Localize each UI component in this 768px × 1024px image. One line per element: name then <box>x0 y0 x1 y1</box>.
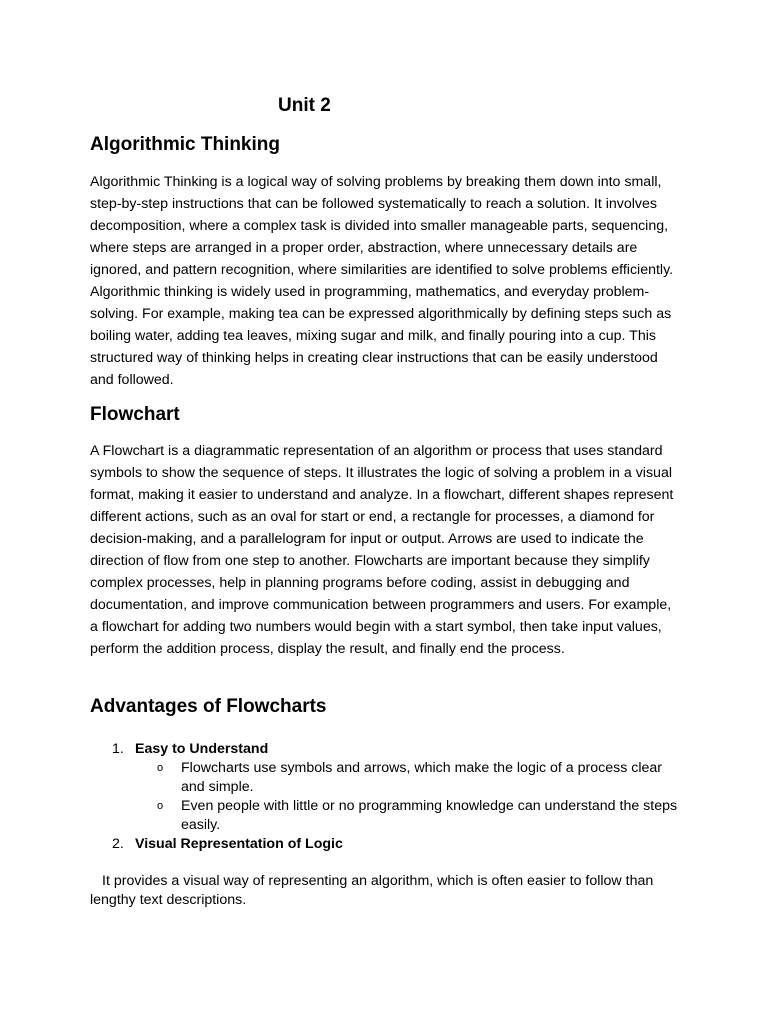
paragraph-algorithmic-thinking: Algorithmic Thinking is a logical way of solving problems by breaking them down into small, step-by-step instructions that can be followed systematically to reach a solution. It involves decomposition, where a complex task is divided into smaller manageable parts, sequencing, where steps are arranged in a proper order, abstraction, where unnecessary details are ignored, and pattern recognition, where similarities are identified to solve problems efficiently. Algorithmic thinking is widely used in programming, mathematics, and everyday problem-solving. For example, making tea can be expressed algorithmically by defining steps such as boiling water, adding tea leaves, mixing sugar and milk, and finally pouring into a cup. This structured way of thinking helps in creating clear instructions that can be easily understood and followed. <box>90 174 674 388</box>
sub-list-item-text: Flowcharts use symbols and arrows, which make the logic of a process clear and simple. <box>181 760 662 795</box>
closing-paragraph: It provides a visual way of representing an algorithm, which is often easier to follow than lengthy text descriptions. <box>90 873 654 908</box>
heading-advantages: Advantages of Flowcharts <box>90 696 327 717</box>
bullet-icon: o <box>157 800 164 812</box>
paragraph-flowchart: A Flowchart is a diagrammatic representation of an algorithm or process that uses standard symbols to show the sequence of steps. It illustrates the logic of solving a problem in a visual format, making it easier to understand and analyze. In a flowchart, different shapes represent different actions, such as an oval for start or end, a rectangle for processes, a diamond for decision-making, and a parallelogram for input or output. Arrows are used to indicate the direction of flow from one step to another. Flowcharts are important because they simplify complex processes, help in planning programs before coding, assist in debugging and documentation, and improve communication between programmers and users. For example, a flowchart for adding two numbers would begin with a start symbol, then take input values, perform the addition process, display the result, and finally end the process. <box>90 443 674 657</box>
list-number: 2. <box>112 836 124 852</box>
sub-list-item <box>90 759 681 797</box>
sub-list-item <box>90 797 681 835</box>
unit-title: Unit 2 <box>278 95 331 116</box>
list-item <box>90 835 690 854</box>
bullet-icon: o <box>157 762 164 774</box>
list-number: 1. <box>112 741 124 757</box>
sub-list-item-text: Even people with little or no programming knowledge can understand the steps easily. <box>181 798 678 833</box>
list-item-title: Visual Representation of Logic <box>135 836 343 852</box>
list-item <box>90 740 690 759</box>
heading-algorithmic-thinking: Algorithmic Thinking <box>90 134 280 155</box>
list-item-title: Easy to Understand <box>135 741 269 757</box>
heading-flowchart: Flowchart <box>90 404 180 425</box>
advantages-list <box>90 740 690 854</box>
